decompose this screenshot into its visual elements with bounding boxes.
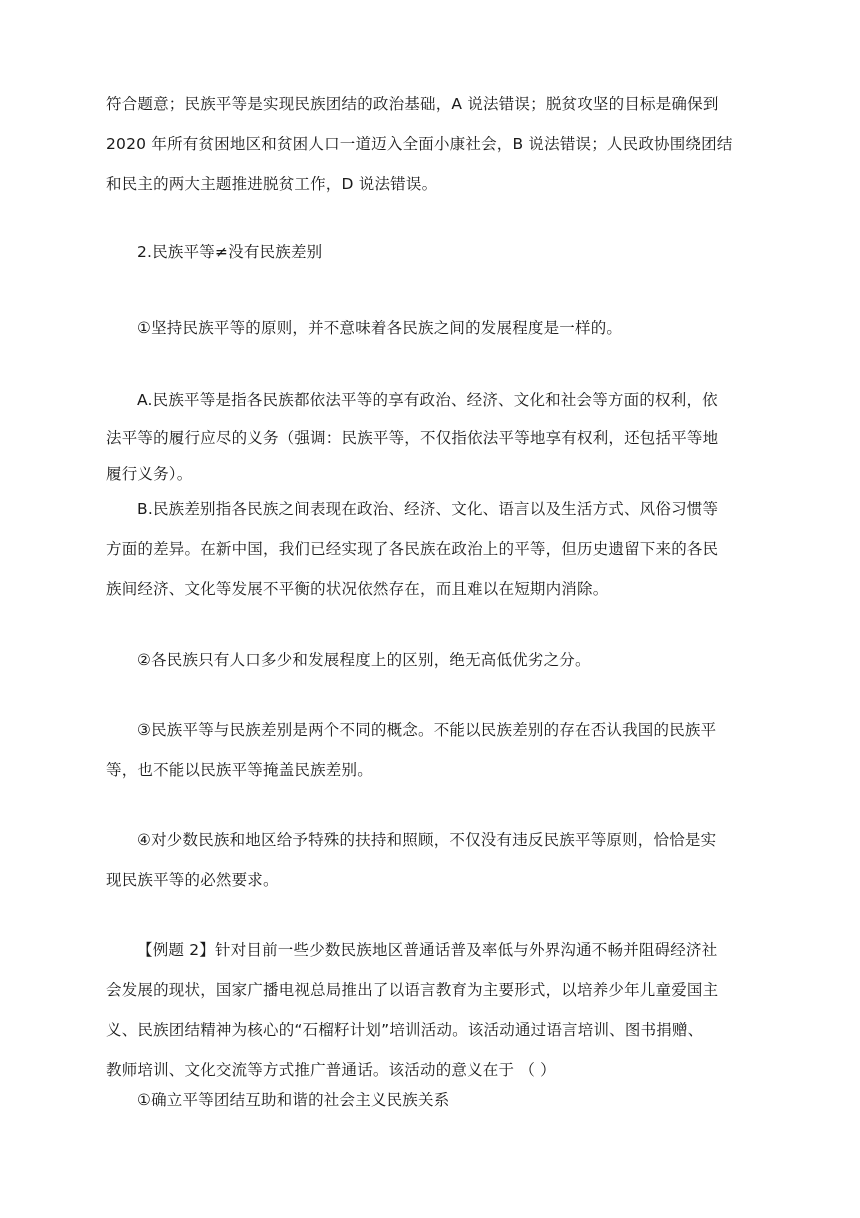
section-heading: 2.民族平等≠没有民族差别 [137, 243, 323, 261]
definition-b-paragraph [106, 489, 756, 609]
text-line: 族间经济、文化等发展不平衡的状况依然存在，而且难以在短期内消除。 [106, 580, 609, 598]
text-line: 和民主的两大主题推进脱贫工作，D 说法错误。 [106, 175, 438, 193]
text-line: 现民族平等的必然要求。 [106, 871, 279, 889]
text-line: 等，也不能以民族平等掩盖民族差别。 [106, 761, 373, 779]
point-3-paragraph [106, 710, 756, 790]
text-line: 【例题 2】针对目前一些少数民族地区普通话普及率低与外界沟通不畅并阻碍经济社 [137, 941, 718, 959]
point-1-paragraph: ①坚持民族平等的原则，并不意味着各民族之间的发展程度是一样的。 [137, 319, 623, 337]
text-line: 义、民族团结精神为核心的“石榴籽计划”培训活动。该活动通过语言培训、图书捐赠、 [106, 1021, 704, 1039]
text-line: 教师培训、文化交流等方式推广普通话。该活动的意义在于 （ ） [106, 1061, 556, 1079]
text-line: 会发展的现状，国家广播电视总局推出了以语言教育为主要形式，以培养少年儿童爱国主 [106, 981, 719, 999]
text-line: A.民族平等是指各民族都依法平等的享有政治、经济、文化和社会等方面的权利，依 [137, 391, 718, 409]
text-line: ④对少数民族和地区给予特殊的扶持和照顾，不仅没有违反民族平等原则，恰恰是实 [137, 831, 717, 849]
option-1: ①确立平等团结互助和谐的社会主义民族关系 [137, 1091, 450, 1109]
text-line: 符合题意；民族平等是实现民族团结的政治基础，A 说法错误；脱贫攻坚的目标是确保到 [106, 95, 719, 113]
point-4-paragraph [106, 820, 756, 900]
text-line: 方面的差异。在新中国，我们已经实现了各民族在政治上的平等，但历史遗留下来的各民 [106, 540, 719, 558]
text-line: B.民族差别指各民族之间表现在政治、经济、文化、语言以及生活方式、风俗习惯等 [137, 500, 719, 518]
text-line: 履行义务）。 [106, 465, 193, 483]
answer-explanation-paragraph [106, 84, 756, 204]
text-line: 2020 年所有贫困地区和贫困人口一道迈入全面小康社会，B 说法错误；人民政协围绕团结 [106, 135, 733, 153]
text-line: ③民族平等与民族差别是两个不同的概念。不能以民族差别的存在否认我国的民族平 [137, 721, 717, 739]
example-question-paragraph [106, 930, 756, 1090]
point-2-paragraph: ②各民族只有人口多少和发展程度上的区别，绝无高低优劣之分。 [137, 651, 591, 669]
definition-a-paragraph [106, 380, 756, 492]
text-line: 法平等的履行应尽的义务（强调：民族平等，不仅指依法平等地享有权利，还包括平等地 [106, 429, 719, 447]
